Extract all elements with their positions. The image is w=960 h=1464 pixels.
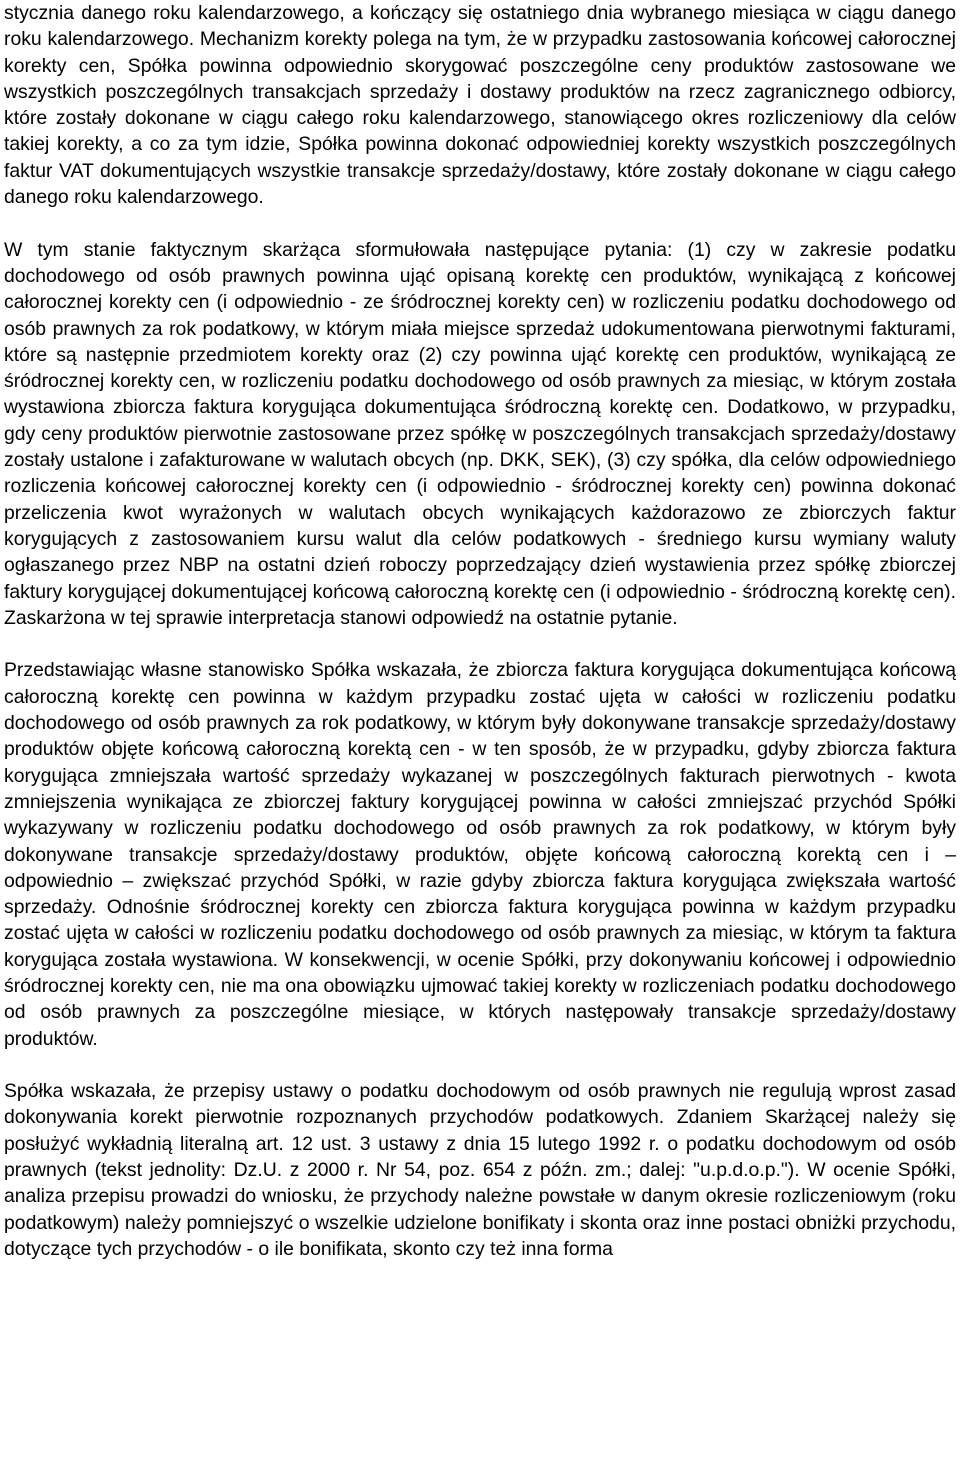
paragraph-price-correction-mechanism: stycznia danego roku kalendarzowego, a kończący się ostatniego dnia wybranego miesiąca w ciągu danego roku kalendarzowego. Mechanizm korekty polega na tym, że w przypadku zastosowania końcowej całorocznej korekty cen, Spółka powinna odpowiednio skorygować poszczególne ceny produktów zastosowane we wszystkich poszczególnych transakcjach sprzedaży i dostawy produktów na rzecz zagranicznego odbiorcy, które zostały dokonane w ciągu całego roku kalendarzowego, stanowiącego okres rozliczeniowy dla celów takiej korekty, a co za tym idzie, Spółka powinna dokonać odpowiedniej korekty wszystkich poszczególnych faktur VAT dokumentujących wszystkie transakcje sprzedaży/dostawy, które zostały dokonane w ciągu całego danego roku kalendarzowego. <box>4 2 956 209</box>
document-page <box>4 0 956 1262</box>
paragraph-questions: W tym stanie faktycznym skarżąca sformułowała następujące pytania: (1) czy w zakresie podatku dochodowego od osób prawnych powinna ująć opisaną korektę cen produktów, wynikającą z końcowej całorocznej korekty cen (i odpowiednio - ze śródrocznej korekty cen) w rozliczeniu podatku dochodowego od osób prawnych za rok podatkowy, w którym miała miejsce sprzedaż udokumentowana pierwotnymi fakturami, które są następnie przedmiotem korekty oraz (2) czy powinna ująć korektę cen produktów, wynikającą ze śródrocznej korekty cen, w rozliczeniu podatku dochodowego od osób prawnych za miesiąc, w którym została wystawiona zbiorcza faktura korygująca dokumentująca śródroczną korektę cen. Dodatkowo, w przypadku, gdy ceny produktów pierwotnie zastosowane przez spółkę w poszczególnych transakcjach sprzedaży/dostawy zostały ustalone i zafakturowane w walutach obcych (np. DKK, SEK), (3) czy spółka, dla celów odpowiedniego rozliczenia końcowej całorocznej korekty cen (i odpowiednio - śródrocznej korekty cen) powinna dokonać przeliczenia kwot wyrażonych w walutach obcych wynikających każdorazowo ze zbiorczych faktur korygujących z zastosowaniem kursu walut dla celów podatkowych - średniego kursu wymiany waluty ogłaszanego przez NBP na ostatni dzień roboczy poprzedzający dzień wystawienia przez spółkę zbiorczej faktury korygującej dokumentującej końcową całoroczną korektę cen (i odpowiednio - śródroczną korektę cen). Zaskarżona w tej sprawie interpretacja stanowi odpowiedź na ostatnie pytanie. <box>4 238 956 629</box>
paragraph-legal-interpretation: Spółka wskazała, że przepisy ustawy o podatku dochodowym od osób prawnych nie regulują wprost zasad dokonywania korekt pierwotnie rozpoznanych przychodów podatkowych. Zdaniem Skarżącej należy się posłużyć wykładnią literalną art. 12 ust. 3 ustawy z dnia 15 lutego 1992 r. o podatku dochodowym od osób prawnych (tekst jednolity: Dz.U. z 2000 r. Nr 54, poz. 654 z późn. zm.; dalej: "u.p.d.o.p."). W ocenie Spółki, analiza przepisu prowadzi do wniosku, że przychody należne powstałe w danym okresie rozliczeniowym (roku podatkowym) należy pomniejszyć o wszelkie udzielone bonifikaty i skonta oraz inne postaci obniżki przychodu, dotyczące tych przychodów - o ile bonifikata, skonto czy też inna forma <box>4 1080 956 1260</box>
paragraph-spacer <box>4 631 956 657</box>
paragraph-company-position: Przedstawiając własne stanowisko Spółka wskazała, że zbiorcza faktura korygująca dokumentująca końcową całoroczną korektę cen powinna w każdym przypadku zostać ujęta w całości w rozliczeniu podatku dochodowego od osób prawnych za rok podatkowy, w którym były dokonywane transakcje sprzedaży/dostawy produktów objęte końcową całoroczną korektą cen - w ten sposób, że w przypadku, gdyby zbiorcza faktura korygująca zmniejszała wartość sprzedaży wykazanej w poszczególnych fakturach pierwotnych - kwota zmniejszenia wynikająca ze zbiorczej faktury korygującej powinna w całości zmniejszać przychód Spółki wykazywany w rozliczeniu podatku dochodowego od osób prawnych za rok podatkowy, w którym były dokonywane transakcje sprzedaży/dostawy produktów, objęte końcową całoroczną korektą cen i – odpowiednio – zwiększać przychód Spółki, w razie gdyby zbiorcza faktura korygująca zwiększała wartość sprzedaży. Odnośnie śródrocznej korekty cen zbiorcza faktura korygująca powinna w każdym przypadku zostać ujęta w całości w rozliczeniu podatku dochodowego od osób prawnych za miesiąc, w którym ta faktura korygująca została wystawiona. W konsekwencji, w ocenie Spółki, przy dokonywaniu końcowej i odpowiednio śródrocznej korekty cen, nie ma ona obowiązku ujmować takiej korekty w rozliczeniach podatku dochodowego od osób prawnych za poszczególne miesiące, w których następowały transakcje sprzedaży/dostawy produktów. <box>4 659 956 1050</box>
paragraph-spacer <box>4 1052 956 1078</box>
paragraph-spacer <box>4 210 956 236</box>
